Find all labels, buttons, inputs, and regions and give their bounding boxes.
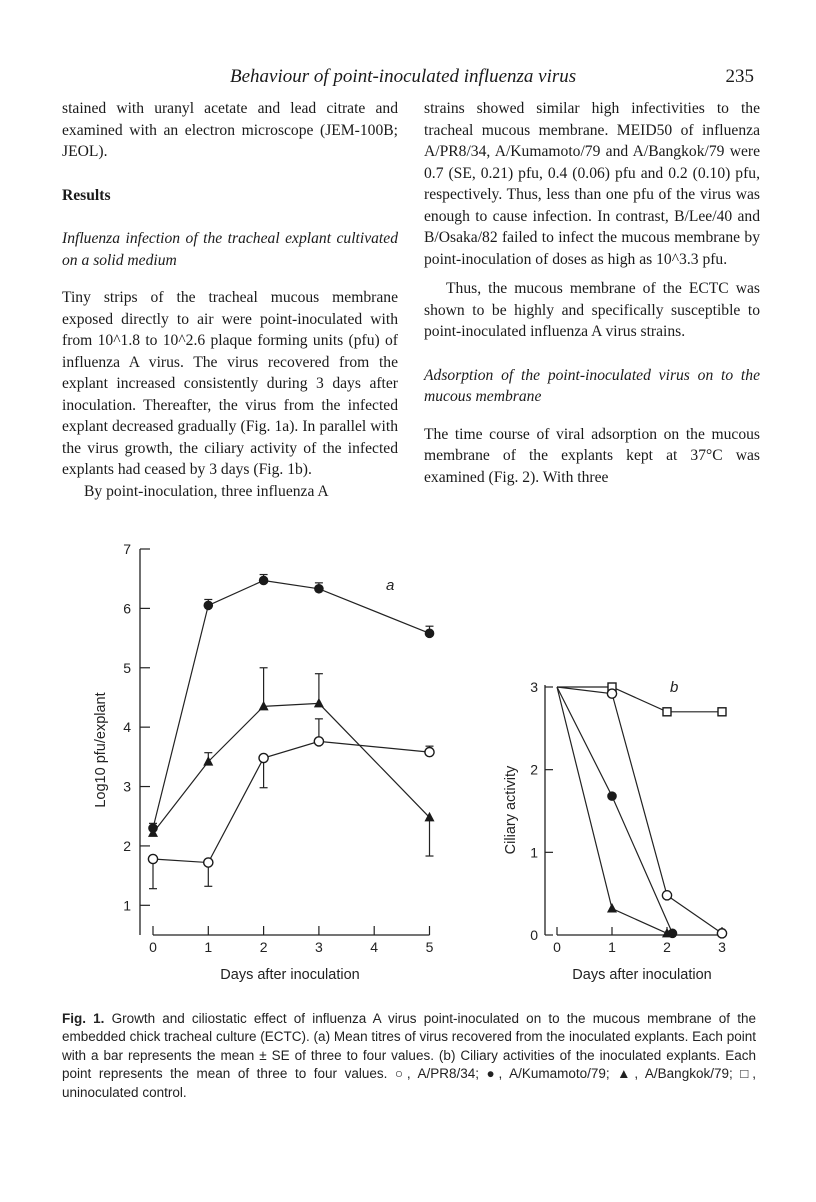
page-header: [60, 66, 760, 94]
panel-b-y-tick-label: 3: [530, 679, 538, 695]
panel-b-data-point: [663, 708, 671, 716]
panel-b-x-axis-label: Days after inoculation: [572, 967, 712, 983]
subhead-adsorption: Adsorption of the point-inoculated virus on to the mucous membrane: [424, 366, 760, 405]
panel-a-data-point: [259, 576, 269, 586]
panel-b-x-tick-label: 3: [718, 939, 726, 955]
panel-a-data-point: [314, 698, 324, 708]
panel-b-series-line: [557, 687, 667, 933]
panel-a-y-tick-label: 4: [123, 719, 131, 736]
panel-a-data-point: [425, 629, 435, 639]
panel-a-label: a: [386, 577, 395, 594]
panel-b-x-tick-label: 2: [663, 939, 671, 955]
panel-b-data-point: [717, 929, 726, 938]
panel-b-data-point: [607, 689, 616, 698]
continuation-paragraph: stained with uranyl acetate and lead citrate and examined with an electron microscope (JEM-100B; JEOL).: [62, 100, 398, 160]
figure-1-svg: [0, 534, 816, 1004]
panel-a-x-tick-label: 0: [149, 939, 157, 955]
panel-b-data-point: [718, 708, 726, 716]
panel-a-x-axis-label: Days after inoculation: [220, 967, 360, 983]
panel-b-y-tick-label: 2: [530, 761, 538, 778]
panel-a-y-axis-label: Log10 pfu/explant: [93, 692, 109, 808]
panel-a-x-tick-label: 4: [370, 939, 379, 955]
caption-text: Growth and ciliostatic effect of influenza A virus point-inoculated on to the mucous membrane of the embedded chick tracheal culture (ECTC). (a) Mean titres of virus recovered from the inoculated explants. Each point with a bar represents the mean ± SE of three to four values. (b) Ciliary activities of the inoculated explants. Each point represents the mean of three to four values. ○, A/PR8/34; ●, A/Kumamoto/79; ▲, A/Bangkok/79; □, uninoculated control.: [62, 1010, 756, 1100]
paragraph-three-strains-start: By point-inoculation, three influenza A: [84, 482, 329, 500]
panel-a-y-tick-label: 2: [123, 837, 131, 854]
panel-a-data-point: [425, 747, 434, 756]
panel-b-data-point: [607, 903, 617, 913]
paragraph-adsorption: The time course of viral adsorption on the mucous membrane of the explants kept at 37°C was examined (Fig. 2). With three: [424, 425, 760, 486]
figure-1: [0, 534, 816, 1004]
page-number: 235: [725, 66, 754, 87]
panel-a-data-point: [259, 753, 268, 762]
panel-a-data-point: [314, 737, 323, 746]
paragraph-point-inoculation: Tiny strips of the tracheal mucous membrane exposed directly to air were point-inoculated with from 10^1.8 to 10^2.6 plaque forming units (pfu) of influenza A virus. The virus recovered from the explant increased consistently during 3 days after inoculation. Thereafter, the virus from the infected explant decreased gradually (Fig. 1a). In parallel with the virus growth, the ciliary activity of the infected explants had ceased by 3 days (Fig. 1b).: [62, 289, 398, 478]
panel-a-data-point: [204, 858, 213, 867]
panel-a-y-tick-label: 6: [123, 600, 131, 617]
panel-b-x-tick-label: 0: [553, 939, 561, 955]
paragraph-meid50: strains showed similar high infectivities to the tracheal mucous membrane. MEID50 of influenza A/PR8/34, A/Kumamoto/79 and A/Bangkok/79 were 0.7 (SE, 0.21) pfu, 0.4 (0.06) pfu and 0.2 (0.10) pfu, respectively. Thus, less than one pfu of the virus was enough to cause infection. In contrast, B/Lee/40 and B/Osaka/82 failed to infect the mucous membrane by point-inoculation of doses as high as 10^3.3 pfu.: [424, 100, 760, 268]
results-heading: Results: [62, 186, 111, 204]
subhead-influenza-infection: Influenza infection of the tracheal explant cultivated on a solid medium: [62, 230, 398, 269]
panel-a-y-tick-label: 1: [123, 897, 131, 914]
left-column: [62, 98, 398, 502]
panel-a-data-point: [204, 601, 214, 611]
panel-b-y-tick-label: 1: [530, 844, 538, 861]
panel-a-x-tick-label: 5: [425, 939, 434, 955]
panel-a-data-point: [148, 854, 157, 863]
panel-a-x-tick-label: 1: [204, 939, 213, 955]
panel-a-series-line: [153, 741, 430, 862]
panel-b-label: b: [670, 679, 679, 696]
panel-b-data-point: [607, 791, 617, 801]
right-column: [424, 98, 760, 488]
panel-a-y-tick-label: 5: [123, 659, 131, 676]
panel-b-series-line: [557, 687, 673, 933]
panel-a-x-tick-label: 2: [259, 939, 268, 955]
caption-label: Fig. 1.: [62, 1010, 105, 1026]
panel-a-series-line: [153, 703, 430, 832]
panel-b-y-tick-label: 0: [530, 927, 538, 943]
panel-b-y-axis-label: Ciliary activity: [503, 765, 519, 855]
panel-a-data-point: [314, 584, 324, 594]
panel-b-series-line: [557, 687, 722, 712]
panel-a-y-tick-label: 7: [123, 541, 131, 557]
panel-b-data-point: [662, 891, 671, 900]
panel-a-x-tick-label: 3: [315, 939, 323, 955]
figure-caption: [62, 1010, 756, 1103]
paragraph-susceptibility: Thus, the mucous membrane of the ECTC was shown to be highly and specifically susceptible to point-inoculated influenza A virus strains.: [424, 280, 760, 340]
running-title: Behaviour of point-inoculated influenza virus: [230, 66, 577, 87]
panel-b-x-tick-label: 1: [608, 939, 616, 955]
panel-b-series-line: [557, 687, 722, 933]
panel-a-y-tick-label: 3: [123, 778, 131, 795]
